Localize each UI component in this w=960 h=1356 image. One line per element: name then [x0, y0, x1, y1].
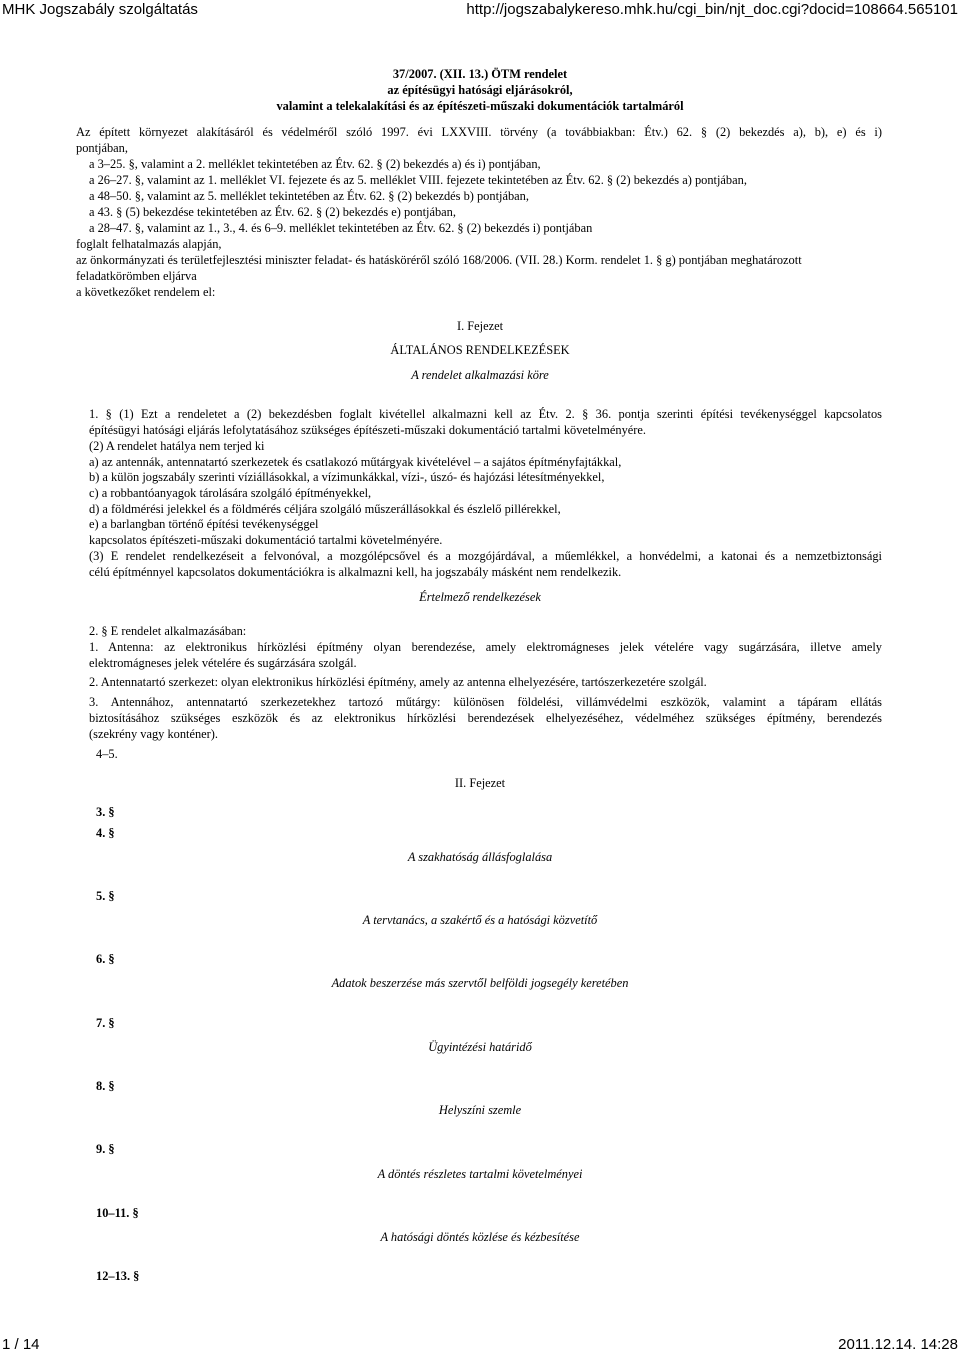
doc-title-line2: az építésügyi hatósági eljárásokról,	[387, 83, 573, 97]
preamble-line-11: a következőket rendelem el:	[76, 285, 216, 299]
preamble-line-3: a 3–25. §, valamint a 2. melléklet tekintetében az Étv. 62. § (2) bekezdés a) és i) pontjában,	[89, 157, 541, 171]
s2-def-2: 2. Antennatartó szerkezet: olyan elektronikus hírközlési építmény, amely az antenna elhelyezésére, tartószerkezetére szolgál.	[89, 675, 707, 689]
section-6-title: Adatok beszerzése más szervtől belföldi jogsegély keretében	[331, 976, 629, 990]
section-5-number: 5. §	[96, 889, 115, 903]
s1-line-1: 1. § (1) Ezt a rendeletet a (2) bekezdésben foglalt kivétellel alkalmazni kell az Étv. 2. § 36. pontja szerinti építési tevékenységgel kapcsolatos	[89, 407, 882, 421]
section-5-title: A tervtanács, a szakértő és a hatósági közvetítő	[362, 913, 598, 927]
definitions-title: Értelmező rendelkezések	[419, 590, 541, 604]
s1-item-c: c) a robbantóanyagok tárolására szolgáló építményekkel,	[89, 486, 372, 500]
s1-line-3: (2) A rendelet hatálya nem terjed ki	[89, 439, 265, 453]
doc-title-line3: valamint a telekalakítási és az építészeti-műszaki dokumentációk tartalmáról	[276, 99, 684, 113]
section-10-11-number: 10–11. §	[96, 1206, 139, 1220]
section-8-number: 8. §	[96, 1079, 115, 1093]
chapter-2-number: II. Fejezet	[454, 776, 506, 790]
page-number: 1 / 14	[2, 1336, 40, 1353]
s2-items-4-5: 4–5.	[96, 747, 118, 761]
page-footer	[0, 1336, 960, 1356]
chapter-1-number: I. Fejezet	[456, 319, 504, 333]
section-7-number: 7. §	[96, 1016, 115, 1030]
print-datetime: 2011.12.14. 14:28	[838, 1336, 958, 1353]
s1-line-6: célú építménnyel kapcsolatos dokumentációkra is alkalmazni kell, ha jogszabály másként nem rendelkezik.	[89, 565, 622, 579]
s1-item-e: e) a barlangban történő építési tevékenységgel	[89, 517, 319, 531]
section-7-title: Ügyintézési határidő	[428, 1040, 532, 1054]
s2-line-0: 2. § E rendelet alkalmazásában:	[89, 624, 247, 638]
s2-def-1-line-1: 1. Antenna: az elektronikus hírközlési építmény olyan berendezése, amely elektromágneses jelek vételére vagy sugárzására, illetve amely	[89, 640, 882, 654]
preamble-line-8: foglalt felhatalmazás alapján,	[76, 237, 222, 251]
section-4-number: 4. §	[96, 826, 115, 840]
chapter-1-title: ÁLTALÁNOS RENDELKEZÉSEK	[390, 343, 570, 357]
s1-line-4: kapcsolatos építészeti-műszaki dokumentáció tartalmi követelményére.	[89, 533, 443, 547]
s1-item-a: a) az antennák, antennatartó szerkezetek és csatlakozó műtárgyak kivételével – a sajátos építményfajtákkal,	[89, 455, 622, 469]
preamble-line-9: az önkormányzati és területfejlesztési miniszter feladat- és hatásköréről szóló 168/2006. (VII. 28.) Korm. rendelet 1. § g) pontjában meghatározott	[76, 253, 802, 267]
section-8-title: Helyszíni szemle	[438, 1103, 522, 1117]
s1-item-d: d) a földmérési jelekkel és a földmérés céljára szolgáló műszerállásokkal és észlelő pillérekkel,	[89, 502, 561, 516]
preamble-line-7: a 28–47. §, valamint az 1., 3., 4. és 6–9. melléklet tekintetében az Étv. 62. § (2) bekezdés i) pontjában	[89, 221, 593, 235]
section-9-title: A döntés részletes tartalmi követelményei	[377, 1167, 583, 1181]
section-9-number: 9. §	[96, 1142, 115, 1156]
s1-line-2: építésügyi hatósági eljárás lefolytatásához szükséges építészeti-műszaki dokumentáció tartalmi követelményére.	[89, 423, 647, 437]
section-4-title: A szakhatóság állásfoglalása	[407, 850, 553, 864]
s2-def-1-line-2: elektromágneses jelek vételére és sugárzására szolgál.	[89, 656, 357, 670]
preamble-line-5: a 48–50. §, valamint az 5. melléklet tekintetében az Étv. 62. § (2) bekezdés b) pontjában,	[89, 189, 529, 203]
section-10-11-title: A hatósági döntés közlése és kézbesítése	[380, 1230, 580, 1244]
s2-def-3-line-2: biztosításához szükséges eszközök és az elektronikus hírközlési berendezések elhelyezéséhez, védelméhez szükséges építmény, berendezés	[89, 711, 882, 725]
s1-item-b: b) a külön jogszabály szerinti víziállásokkal, a vízimunkákkal, vízi-, úszó- és hajózási létesítményekkel,	[89, 470, 605, 484]
header-url[interactable]: http://jogszabalykereso.mhk.hu/cgi_bin/njt_doc.cgi?docid=108664.565101	[466, 1, 958, 18]
s2-def-3-line-1: 3. Antennához, antennatartó szerkezetekhez tartozó műtárgy: különösen földelési, villámvédelmi eszközök, valamint a tápáram ellátás	[89, 695, 882, 709]
preamble-line-1: Az épített környezet alakításáról és védelméről szóló 1997. évi LXXVIII. törvény (a továbbiakban: Étv.) 62. § (2) bekezdés a), b), e) és i)	[76, 125, 882, 139]
doc-title: 37/2007. (XII. 13.) ÖTM rendelet	[392, 67, 568, 81]
chapter-1-subtitle: A rendelet alkalmazási köre	[411, 368, 549, 382]
section-12-13-number: 12–13. §	[96, 1269, 140, 1283]
s2-def-3-line-3: (szekrény vagy konténer).	[89, 727, 219, 741]
header-site-name: MHK Jogszabály szolgáltatás	[2, 1, 198, 18]
section-3-number: 3. §	[96, 805, 115, 819]
preamble-line-2: pontjában,	[76, 141, 128, 155]
preamble-line-6: a 43. § (5) bekezdése tekintetében az Étv. 62. § (2) bekezdés e) pontjában,	[89, 205, 456, 219]
preamble-line-10: feladatkörömben eljárva	[76, 269, 197, 283]
page-header	[0, 0, 960, 22]
preamble-line-4: a 26–27. §, valamint az 1. melléklet VI. fejezete és az 5. melléklet VIII. fejezete tekintetében az Étv. 62. § (2) bekezdés a) pontjában,	[89, 173, 747, 187]
section-6-number: 6. §	[96, 952, 115, 966]
s1-line-5: (3) E rendelet rendelkezéseit a felvonóval, a mozgólépcsővel és a mozgójárdával, a műemlékkel, a honvédelmi, a katonai és a nemzetbiztonsági	[89, 549, 882, 563]
